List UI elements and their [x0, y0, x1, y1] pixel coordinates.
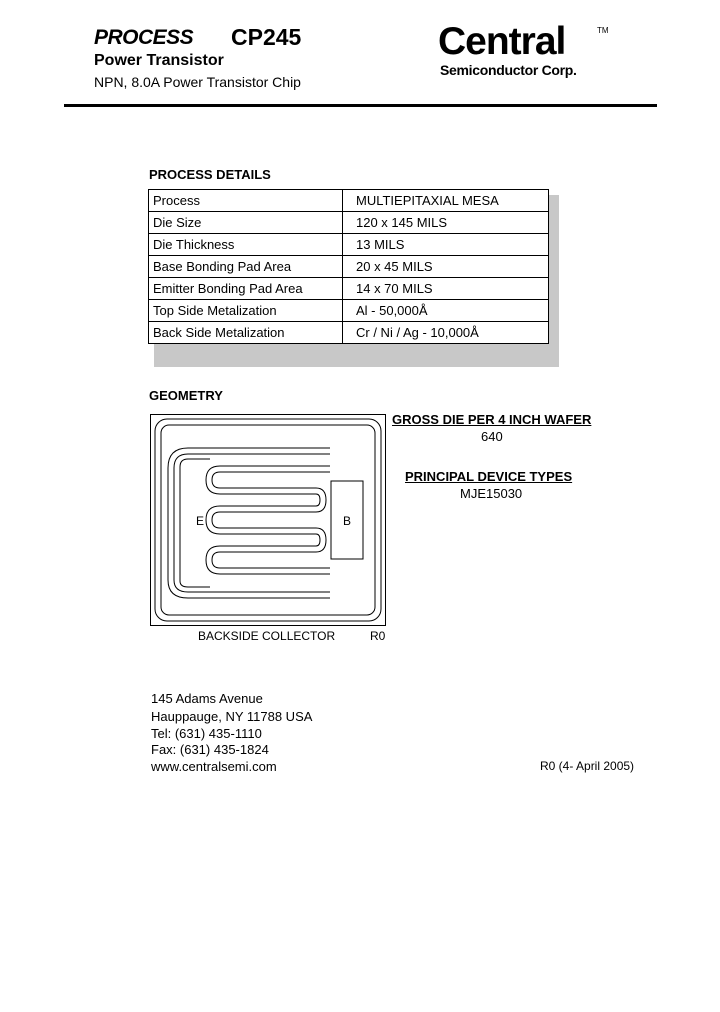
website-link[interactable]: www.centralsemi.com — [151, 759, 277, 774]
process-details-label: Top Side Metalization — [149, 300, 343, 322]
process-details-row — [149, 190, 549, 212]
header-divider — [64, 104, 657, 107]
brand-subname: Semiconductor Corp. — [440, 62, 577, 78]
device-types-value: MJE15030 — [460, 486, 523, 501]
address-city: Hauppauge, NY 11788 USA — [151, 709, 313, 724]
emitter-label: E — [196, 514, 205, 528]
process-details-label: Die Size — [149, 212, 343, 234]
process-details-label: Base Bonding Pad Area — [149, 256, 343, 278]
address-tel: Tel: (631) 435-1110 — [151, 726, 262, 741]
process-details-value: 13 MILS — [343, 234, 549, 256]
brand-logo-name: Central — [438, 20, 566, 63]
process-details-row — [149, 256, 549, 278]
revision-date: R0 (4- April 2005) — [540, 759, 635, 773]
process-details-value: 14 x 70 MILS — [343, 278, 549, 300]
process-details-value: Cr / Ni / Ag - 10,000Å — [343, 322, 549, 344]
process-details-row — [149, 300, 549, 322]
address-fax: Fax: (631) 435-1824 — [151, 742, 269, 757]
product-description: NPN, 8.0A Power Transistor Chip — [94, 74, 301, 90]
process-details-value: 20 x 45 MILS — [343, 256, 549, 278]
trademark-mark: TM — [597, 26, 609, 35]
base-finger-pattern — [168, 448, 330, 598]
process-details-label: Die Thickness — [149, 234, 343, 256]
geometry-revision: R0 — [370, 629, 386, 643]
process-details-row — [149, 212, 549, 234]
process-label: PROCESS — [94, 26, 194, 49]
part-number: CP245 — [231, 24, 302, 50]
process-details-label: Back Side Metalization — [149, 322, 343, 344]
base-label: B — [343, 514, 352, 528]
process-details-row — [149, 234, 549, 256]
gross-die-heading: GROSS DIE PER 4 INCH WAFER — [392, 412, 592, 427]
die-geometry-drawing — [150, 414, 386, 626]
process-details-row — [149, 278, 549, 300]
emitter-pad-outline — [180, 459, 210, 587]
device-types-heading: PRINCIPAL DEVICE TYPES — [405, 469, 573, 484]
process-details-title: PROCESS DETAILS — [149, 167, 271, 182]
process-details-value: 120 x 145 MILS — [343, 212, 549, 234]
process-details-label: Emitter Bonding Pad Area — [149, 278, 343, 300]
process-details-row — [149, 322, 549, 344]
backside-collector-label: BACKSIDE COLLECTOR — [198, 629, 336, 643]
geometry-title: GEOMETRY — [149, 388, 223, 403]
gross-die-value: 640 — [481, 429, 503, 444]
process-details-table — [148, 189, 549, 344]
process-details-value: MULTIEPITAXIAL MESA — [343, 190, 549, 212]
process-details-label: Process — [149, 190, 343, 212]
address-street: 145 Adams Avenue — [151, 691, 263, 706]
product-type: Power Transistor — [94, 52, 224, 69]
process-details-value: Al - 50,000Å — [343, 300, 549, 322]
